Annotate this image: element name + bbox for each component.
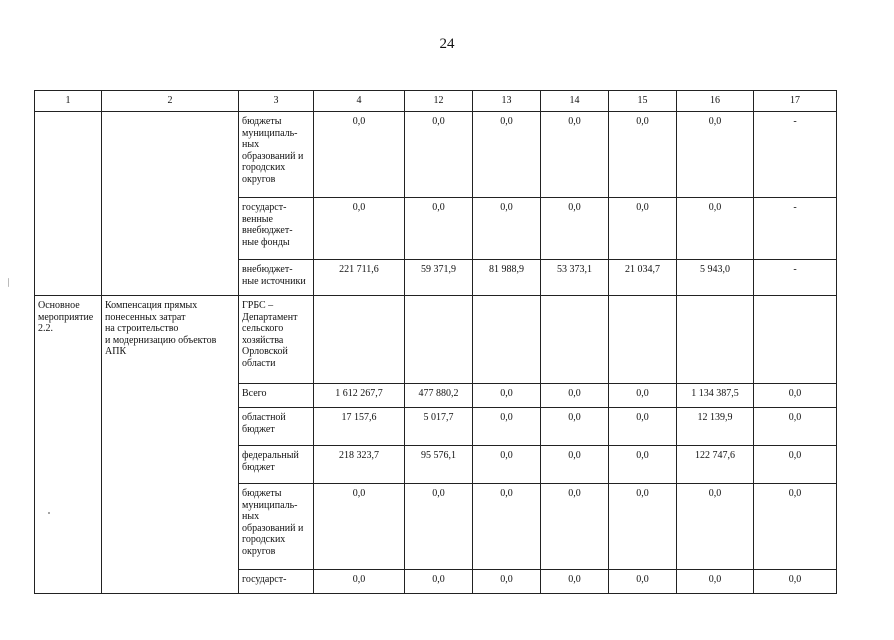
funding-source-cell: бюджеты муниципаль- ных образований и городских округов bbox=[239, 484, 314, 570]
value-cell: 0,0 bbox=[541, 384, 609, 408]
value-cell: 0,0 bbox=[405, 198, 473, 260]
column-number-cell: 16 bbox=[677, 91, 754, 112]
description-cell: Компенсация прямых понесенных затрат на строительство и модернизацию объектов АПК bbox=[102, 296, 239, 594]
value-cell: 0,0 bbox=[473, 408, 541, 446]
value-cell: 0,0 bbox=[609, 484, 677, 570]
value-cell: 53 373,1 bbox=[541, 260, 609, 296]
value-cell: 218 323,7 bbox=[314, 446, 405, 484]
value-cell: 0,0 bbox=[677, 570, 754, 594]
value-cell bbox=[541, 296, 609, 384]
column-number-cell: 17 bbox=[754, 91, 837, 112]
value-cell: 0,0 bbox=[473, 484, 541, 570]
value-cell: 0,0 bbox=[754, 446, 837, 484]
value-cell: 0,0 bbox=[541, 408, 609, 446]
value-cell: 0,0 bbox=[541, 112, 609, 198]
column-number-cell: 13 bbox=[473, 91, 541, 112]
value-cell: 0,0 bbox=[541, 198, 609, 260]
empty-event-cell bbox=[35, 112, 102, 296]
value-cell: 0,0 bbox=[473, 446, 541, 484]
column-number-cell: 14 bbox=[541, 91, 609, 112]
page-number: 24 bbox=[439, 36, 455, 52]
funding-source-cell: государст- венные внебюджет- ные фонды bbox=[239, 198, 314, 260]
value-cell: - bbox=[754, 260, 837, 296]
funding-source-cell: государст- bbox=[239, 570, 314, 594]
value-cell: 95 576,1 bbox=[405, 446, 473, 484]
funding-source-cell: Всего bbox=[239, 384, 314, 408]
value-cell: 0,0 bbox=[609, 446, 677, 484]
value-cell: 0,0 bbox=[754, 408, 837, 446]
column-number-cell: 1 bbox=[35, 91, 102, 112]
table-row bbox=[35, 112, 837, 198]
value-cell: 0,0 bbox=[609, 570, 677, 594]
value-cell: 0,0 bbox=[405, 484, 473, 570]
funding-source-cell: внебюджет- ные источники bbox=[239, 260, 314, 296]
empty-description-cell bbox=[102, 112, 239, 296]
column-number-row bbox=[35, 91, 837, 112]
value-cell bbox=[473, 296, 541, 384]
value-cell: 477 880,2 bbox=[405, 384, 473, 408]
funding-source-cell: федеральный бюджет bbox=[239, 446, 314, 484]
value-cell: 0,0 bbox=[609, 384, 677, 408]
column-number-cell: 12 bbox=[405, 91, 473, 112]
value-cell bbox=[754, 296, 837, 384]
value-cell: 5 943,0 bbox=[677, 260, 754, 296]
value-cell: 0,0 bbox=[314, 484, 405, 570]
value-cell: 0,0 bbox=[541, 484, 609, 570]
table-row bbox=[35, 296, 837, 384]
funding-source-cell: ГРБС – Департамент сельского хозяйства Орловской области bbox=[239, 296, 314, 384]
value-cell: 0,0 bbox=[677, 484, 754, 570]
value-cell: 0,0 bbox=[754, 570, 837, 594]
value-cell: 0,0 bbox=[473, 198, 541, 260]
event-cell: Основное мероприятие 2.2. bbox=[35, 296, 102, 594]
budget-table bbox=[34, 90, 837, 594]
value-cell: 59 371,9 bbox=[405, 260, 473, 296]
column-number-cell: 4 bbox=[314, 91, 405, 112]
value-cell: 0,0 bbox=[609, 408, 677, 446]
value-cell: 0,0 bbox=[473, 570, 541, 594]
value-cell: 5 017,7 bbox=[405, 408, 473, 446]
value-cell: 0,0 bbox=[754, 484, 837, 570]
value-cell: 221 711,6 bbox=[314, 260, 405, 296]
funding-source-cell: областной бюджет bbox=[239, 408, 314, 446]
value-cell: 0,0 bbox=[677, 198, 754, 260]
value-cell: 21 034,7 bbox=[609, 260, 677, 296]
value-cell: 0,0 bbox=[314, 198, 405, 260]
value-cell: 0,0 bbox=[405, 570, 473, 594]
value-cell: - bbox=[754, 198, 837, 260]
value-cell: - bbox=[754, 112, 837, 198]
funding-source-cell: бюджеты муниципаль- ных образований и городских округов bbox=[239, 112, 314, 198]
value-cell: 1 612 267,7 bbox=[314, 384, 405, 408]
value-cell: 0,0 bbox=[609, 198, 677, 260]
value-cell: 0,0 bbox=[541, 446, 609, 484]
value-cell bbox=[405, 296, 473, 384]
value-cell: 17 157,6 bbox=[314, 408, 405, 446]
value-cell: 0,0 bbox=[314, 112, 405, 198]
value-cell: 0,0 bbox=[754, 384, 837, 408]
value-cell: 0,0 bbox=[314, 570, 405, 594]
value-cell: 0,0 bbox=[473, 112, 541, 198]
scan-speck bbox=[48, 512, 50, 514]
value-cell: 12 139,9 bbox=[677, 408, 754, 446]
value-cell bbox=[677, 296, 754, 384]
value-cell: 0,0 bbox=[473, 384, 541, 408]
value-cell: 0,0 bbox=[405, 112, 473, 198]
scan-speck bbox=[8, 278, 9, 287]
value-cell: 122 747,6 bbox=[677, 446, 754, 484]
value-cell: 0,0 bbox=[677, 112, 754, 198]
value-cell: 1 134 387,5 bbox=[677, 384, 754, 408]
value-cell: 81 988,9 bbox=[473, 260, 541, 296]
value-cell bbox=[609, 296, 677, 384]
column-number-cell: 2 bbox=[102, 91, 239, 112]
value-cell: 0,0 bbox=[609, 112, 677, 198]
column-number-cell: 15 bbox=[609, 91, 677, 112]
value-cell: 0,0 bbox=[541, 570, 609, 594]
value-cell bbox=[314, 296, 405, 384]
column-number-cell: 3 bbox=[239, 91, 314, 112]
